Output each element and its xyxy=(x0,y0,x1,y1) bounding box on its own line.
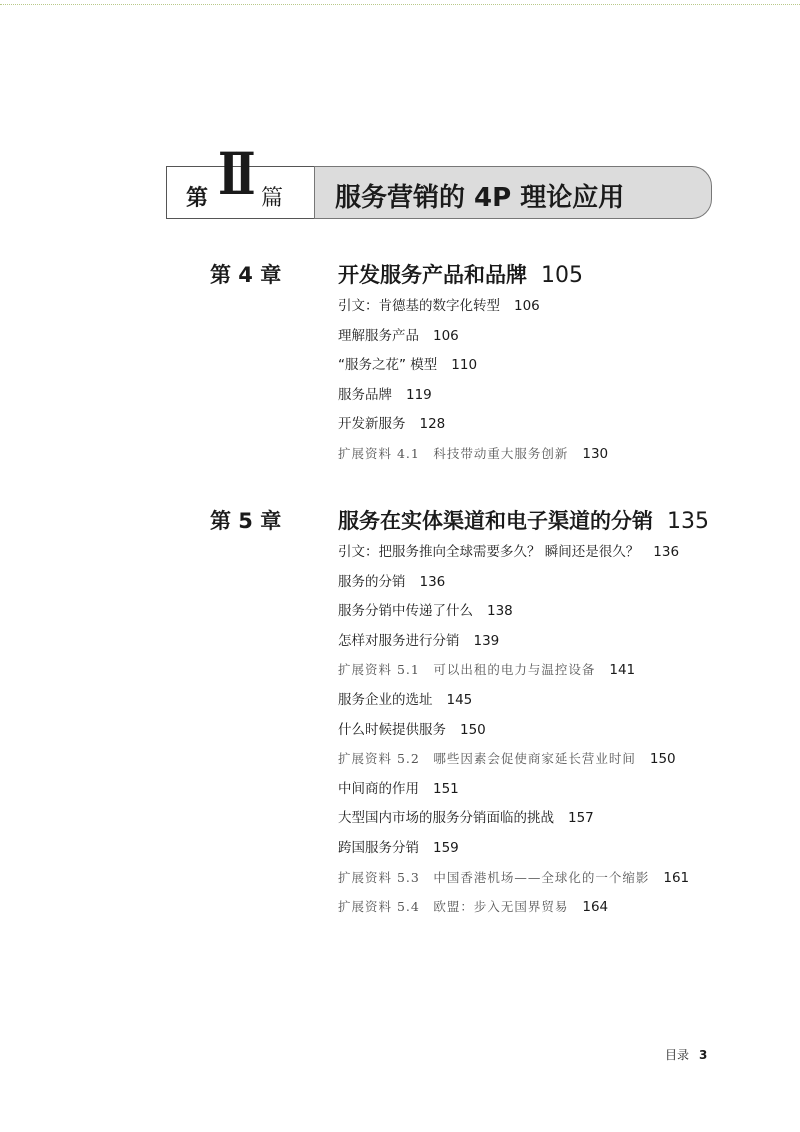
chapter-entries xyxy=(338,296,758,474)
entry-text: 服务品牌 xyxy=(338,386,392,403)
toc-entry[interactable] xyxy=(338,631,758,661)
chapter-label: 第 4 章 xyxy=(210,263,282,287)
entry-text: 理解服务产品 xyxy=(338,327,419,344)
toc-entry[interactable] xyxy=(338,572,758,602)
entry-page: 159 xyxy=(433,839,459,856)
entry-page: 145 xyxy=(446,691,473,708)
entry-text: 中间商的作用 xyxy=(338,780,419,797)
entry-page: 141 xyxy=(609,662,636,679)
part-suffix: 篇 xyxy=(261,186,284,211)
entry-page: 157 xyxy=(568,810,594,827)
chapter-title[interactable] xyxy=(338,505,709,535)
entry-text: 服务的分销 xyxy=(338,573,406,590)
entry-page: 128 xyxy=(419,416,446,433)
top-dotted-rule xyxy=(0,4,800,5)
entry-page: 110 xyxy=(451,357,478,374)
chapter-label: 第 5 章 xyxy=(210,509,282,533)
entry-text: 大型国内市场的服务分销面临的挑战 xyxy=(338,810,554,827)
toc-entry[interactable] xyxy=(338,808,758,838)
toc-entry[interactable] xyxy=(338,542,758,572)
entry-text: “服务之花” 模型 xyxy=(338,357,438,374)
entry-text: 引文：肯德基的数字化转型 xyxy=(338,298,500,314)
page-footer xyxy=(665,1046,707,1063)
entry-page: 136 xyxy=(653,544,680,560)
toc-entry[interactable] xyxy=(338,838,758,868)
entry-page: 150 xyxy=(460,721,486,738)
entry-text: 服务企业的选址 xyxy=(338,691,433,708)
toc-entry[interactable] xyxy=(338,720,758,750)
chapter-page: 105 xyxy=(541,263,583,288)
entry-page: 139 xyxy=(473,632,500,649)
entry-page: 119 xyxy=(406,386,432,403)
entry-page: 161 xyxy=(663,869,690,886)
toc-entry[interactable] xyxy=(338,779,758,809)
chapter-title-text: 开发服务产品和品牌 xyxy=(338,263,527,287)
entry-page: 106 xyxy=(514,298,540,314)
entry-text: 跨国服务分销 xyxy=(338,839,419,856)
part-numeral: II xyxy=(218,140,251,208)
entry-text: 引文：把服务推向全球需要多久？ 瞬间还是很久？ xyxy=(338,544,640,560)
entry-text: 扩展资料 5.3 中国香港机场——全球化的一个缩影 xyxy=(338,869,650,885)
entry-page: 150 xyxy=(649,751,676,768)
entry-text: 扩展资料 4.1 科技带动重大服务创新 xyxy=(338,445,569,461)
part-prefix: 第 xyxy=(186,186,209,211)
chapter-title-text: 服务在实体渠道和电子渠道的分销 xyxy=(338,509,653,533)
entry-text: 服务分销中传递了什么 xyxy=(338,603,473,620)
footer-page-number: 3 xyxy=(699,1048,708,1062)
toc-entry[interactable] xyxy=(338,296,758,326)
entry-text: 开发新服务 xyxy=(338,416,406,433)
toc-entry-extension[interactable] xyxy=(338,868,758,898)
entry-page: 138 xyxy=(487,603,513,620)
toc-entry[interactable] xyxy=(338,326,758,356)
toc-entry-extension[interactable] xyxy=(338,444,758,474)
entry-page: 136 xyxy=(419,573,446,590)
toc-entry-extension[interactable] xyxy=(338,749,758,779)
entry-page: 151 xyxy=(433,780,459,797)
part-banner xyxy=(166,140,712,219)
toc-entry[interactable] xyxy=(338,355,758,385)
chapter-title[interactable] xyxy=(338,259,583,289)
chapter-entries xyxy=(338,542,758,927)
toc-entry-extension[interactable] xyxy=(338,897,758,927)
entry-text: 扩展资料 5.1 可以出租的电力与温控设备 xyxy=(338,662,596,678)
footer-label: 目录 xyxy=(665,1048,690,1062)
toc-entry[interactable] xyxy=(338,601,758,631)
entry-text: 扩展资料 5.4 欧盟：步入无国界贸易 xyxy=(338,899,569,915)
entry-page: 106 xyxy=(433,327,459,344)
entry-text: 扩展资料 5.2 哪些因素会促使商家延长营业时间 xyxy=(338,751,636,767)
toc-entry[interactable] xyxy=(338,414,758,444)
part-title: 服务营销的 4P 理论应用 xyxy=(335,183,625,213)
toc-entry-extension[interactable] xyxy=(338,660,758,690)
entry-page: 130 xyxy=(582,445,609,462)
toc-entry[interactable] xyxy=(338,385,758,415)
chapter-page: 135 xyxy=(667,509,709,534)
toc-entry[interactable] xyxy=(338,690,758,720)
part-title-box xyxy=(314,166,712,219)
entry-page: 164 xyxy=(582,899,609,916)
entry-text: 怎样对服务进行分销 xyxy=(338,632,460,649)
entry-text: 什么时候提供服务 xyxy=(338,721,446,738)
